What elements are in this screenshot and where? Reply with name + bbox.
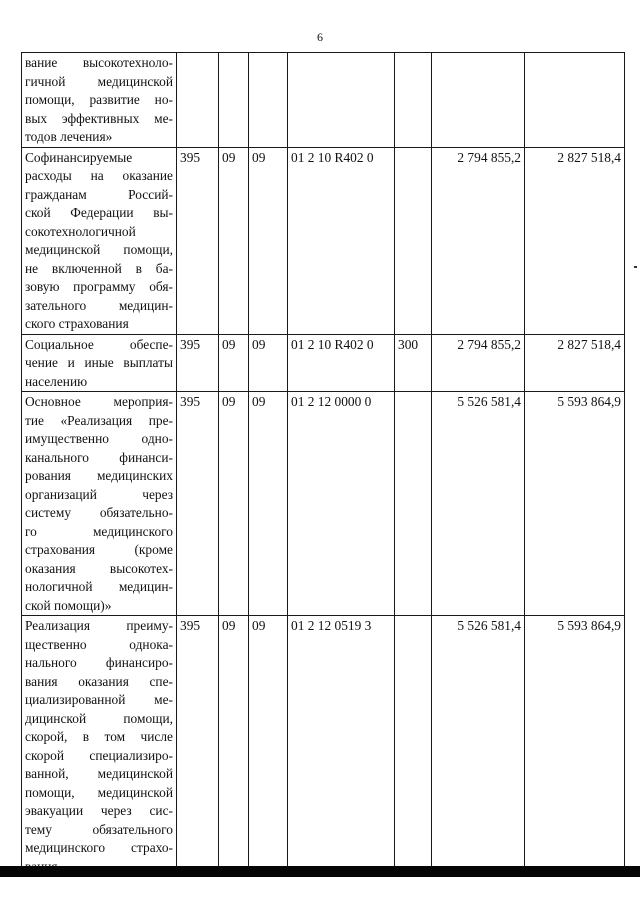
expense-type-cell [395,392,432,616]
description-line: циализированной ме- [25,692,173,707]
description-line: зательного медицин- [25,297,173,313]
description-line: вания оказания спе- [25,673,173,689]
amount-year2-cell: 5 593 864,9 [525,616,625,877]
gov-code-cell: 395 [177,392,219,616]
target-article-cell: 01 2 10 R402 0 [288,147,395,334]
gov-code-cell [177,53,219,148]
description-line: оказания высокотех- [25,560,173,576]
description-line: ского страхования [25,316,129,331]
description-line: ской Федерации вы- [25,205,173,220]
table-row [22,334,625,392]
description-line: страхования (кроме [25,542,173,557]
description-line: Основное мероприя- [25,394,173,409]
amount-year1-cell: 2 794 855,2 [432,334,525,392]
gov-code-cell: 395 [177,334,219,392]
description-line: вых эффективных ме- [25,110,173,126]
table-row [22,147,625,334]
description-line: канального финанси- [25,449,173,465]
target-article-cell: 01 2 12 0000 0 [288,392,395,616]
description-line: рования медицинских [25,468,173,483]
description-line: Реализация преиму- [25,618,173,633]
description-line: гражданам Россий- [25,186,173,202]
table-row [22,616,625,877]
row-description [22,392,177,616]
subsection-code-cell [249,53,288,148]
row-description [22,616,177,877]
expense-type-cell [395,53,432,148]
description-line: систему обязательно- [25,505,173,520]
expense-type-cell [395,616,432,877]
description-line: гичной медицинской [25,73,173,89]
page-number: 6 [317,30,323,44]
description-line: Софинансируемые [25,149,133,165]
description-line: тие «Реализация пре- [25,412,173,428]
description-line: ванной, медицинской [25,766,173,781]
scan-speck [634,266,637,268]
description-line: тодов лечения» [25,129,113,144]
section-code-cell [219,53,249,148]
scan-edge-band [0,866,640,877]
description-line: имущественно одно- [25,431,173,446]
expense-type-cell: 300 [395,334,432,392]
description-line: эвакуации через сис- [25,803,173,818]
section-code-cell: 09 [219,334,249,392]
description-line: скорой, в том числе [25,729,173,744]
target-article-cell [288,53,395,148]
amount-year2-cell [525,53,625,148]
gov-code-cell: 395 [177,616,219,877]
description-line: нального финансиро- [25,655,173,670]
description-line: сокотехнологичной [25,223,136,239]
description-line: организаций через [25,486,173,502]
section-code-cell: 09 [219,616,249,877]
description-line: расходы на оказание [25,168,173,183]
subsection-code-cell: 09 [249,334,288,392]
amount-year2-cell: 2 827 518,4 [525,334,625,392]
amount-year1-cell [432,53,525,148]
description-line: не включенной в ба- [25,260,173,276]
amount-year2-cell: 2 827 518,4 [525,147,625,334]
description-line: го медицинского [25,523,173,539]
description-line: помощи, медицинской [25,784,173,800]
description-line: вание высокотехноло- [25,55,173,70]
amount-year2-cell: 5 593 864,9 [525,392,625,616]
description-line: скорой специализиро- [25,747,173,763]
row-description [22,147,177,334]
budget-table [21,52,625,877]
row-description [22,53,177,148]
amount-year1-cell: 5 526 581,4 [432,392,525,616]
subsection-code-cell: 09 [249,147,288,334]
section-code-cell: 09 [219,147,249,334]
description-line: чение и иные выплаты [25,355,173,370]
description-line: населению [25,373,88,389]
target-article-cell: 01 2 10 R402 0 [288,334,395,392]
description-line: медицинской помощи, [25,242,173,257]
target-article-cell: 01 2 12 0519 3 [288,616,395,877]
section-code-cell: 09 [219,392,249,616]
subsection-code-cell: 09 [249,616,288,877]
amount-year1-cell: 2 794 855,2 [432,147,525,334]
description-line: помощи, развитие но- [25,92,173,107]
description-line: тему обязательного [25,821,173,837]
description-line: щественно однока- [25,636,173,652]
description-line: нологичной медицин- [25,579,173,594]
description-line: ской помощи)» [25,597,112,613]
expense-type-cell [395,147,432,334]
description-line: медицинского страхо- [25,840,173,855]
subsection-code-cell: 09 [249,392,288,616]
table-row [22,53,625,148]
table-body [22,53,625,877]
amount-year1-cell: 5 526 581,4 [432,616,525,877]
row-description [22,334,177,392]
description-line: Социальное обеспе- [25,336,173,352]
table-row [22,392,625,616]
gov-code-cell: 395 [177,147,219,334]
description-line: зовую программу обя- [25,279,173,294]
description-line: дицинской помощи, [25,710,173,726]
